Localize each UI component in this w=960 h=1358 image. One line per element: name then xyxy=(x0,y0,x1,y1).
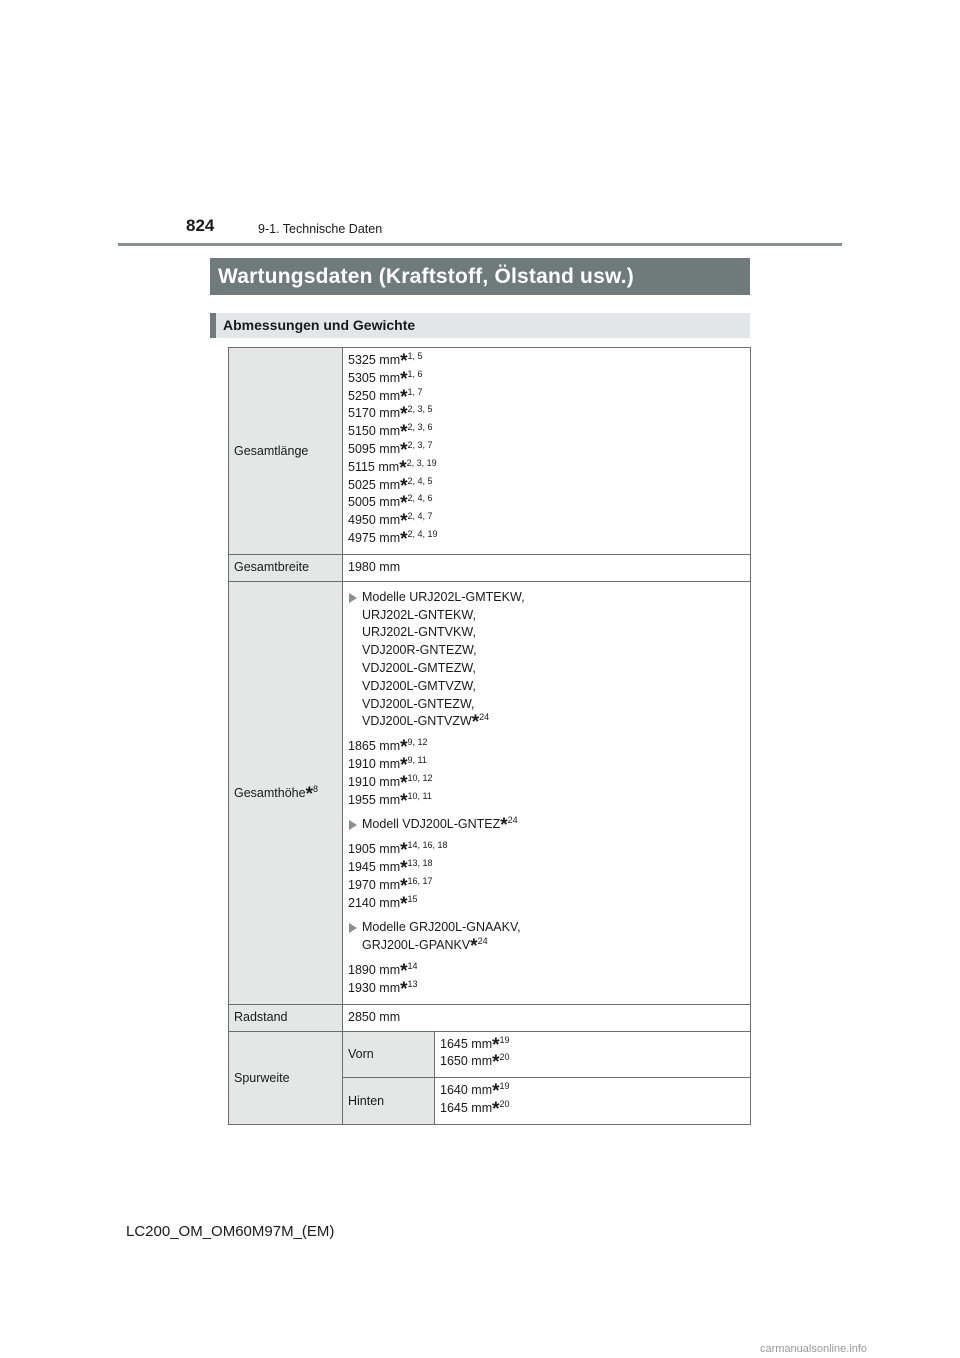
value-line xyxy=(348,792,744,810)
footnote-ref: 8 xyxy=(312,783,318,794)
watermark: carmanualsonline.info xyxy=(760,1343,868,1355)
value-text: 5325 mm xyxy=(348,353,401,367)
footnote-star: * xyxy=(400,404,408,426)
footnote-star: * xyxy=(492,1034,500,1056)
footnote-ref: 2, 3, 7 xyxy=(407,439,433,450)
value-line xyxy=(440,1036,744,1054)
page-number: 824 xyxy=(186,216,215,235)
subtitle-text: Abmessungen und Gewichte xyxy=(223,317,416,333)
value-line xyxy=(348,388,744,406)
footnote-star: * xyxy=(400,351,408,372)
footnote-ref: 2, 4, 6 xyxy=(407,493,433,504)
footnote-star: * xyxy=(400,772,408,794)
value-text: 1640 mm xyxy=(440,1083,493,1098)
model-text: Modell VDJ200L-GNTEZ xyxy=(362,817,501,832)
value-list xyxy=(348,840,744,915)
footnote-star: * xyxy=(400,754,408,776)
value-line xyxy=(348,895,744,913)
footnote-star: * xyxy=(400,790,408,812)
row-value-gesamtbreite: 1980 mm xyxy=(343,554,751,581)
table-row xyxy=(229,1031,751,1078)
value-line xyxy=(348,493,744,515)
footnote-star: * xyxy=(492,1052,500,1074)
footnote-star: * xyxy=(400,737,408,759)
value-line xyxy=(348,530,744,548)
footnote-ref: 13 xyxy=(407,978,418,989)
footnote-ref: 1, 6 xyxy=(407,368,423,379)
footnote-ref: 1, 5 xyxy=(407,351,423,361)
value-text: 5025 mm xyxy=(348,477,401,492)
footnote-ref: 9, 11 xyxy=(407,754,427,765)
value-line xyxy=(440,1100,744,1118)
model-text: VDJ200L-GNTVZW xyxy=(362,714,472,729)
footnote-star: * xyxy=(305,783,313,805)
footnote-ref: 13, 18 xyxy=(407,857,433,868)
value-line xyxy=(348,774,744,792)
row-label-radstand: Radstand xyxy=(229,1004,343,1031)
value-line xyxy=(348,840,744,862)
model-group xyxy=(348,919,744,958)
header-rule xyxy=(118,243,842,246)
model-group xyxy=(348,589,744,734)
value-line xyxy=(348,422,744,444)
value-line xyxy=(348,459,744,477)
value-text: 1955 mm xyxy=(348,792,401,807)
value-list xyxy=(435,1031,751,1078)
footnote-star: * xyxy=(500,815,508,837)
value-text: 1910 mm xyxy=(348,774,401,789)
table-row xyxy=(229,581,751,1004)
value-line xyxy=(348,756,744,774)
value-text: 5170 mm xyxy=(348,406,401,421)
footnote-ref: 10, 11 xyxy=(407,790,432,801)
value-text: 5305 mm xyxy=(348,370,401,385)
bullet-triangle-icon xyxy=(349,923,357,933)
footnote-star: * xyxy=(400,386,408,408)
model-name xyxy=(362,642,744,660)
dimensions-table xyxy=(228,347,751,1125)
row-label-gesamtlaenge: Gesamtlänge xyxy=(229,348,343,555)
footnote-star: * xyxy=(492,1098,500,1120)
value-text: 5250 mm xyxy=(348,388,401,403)
value-line xyxy=(348,859,744,877)
value-line xyxy=(348,370,744,388)
model-group xyxy=(348,815,744,837)
footnote-star: * xyxy=(400,978,408,1000)
value-text: 1930 mm xyxy=(348,980,401,995)
footnote-ref: 2, 4, 19 xyxy=(407,528,438,539)
value-text: 1865 mm xyxy=(348,739,401,754)
row-value-radstand: 2850 mm xyxy=(343,1004,751,1031)
section-label: 9-1. Technische Daten xyxy=(258,222,383,236)
footnote-ref: 9, 12 xyxy=(407,737,428,748)
document-code: LC200_OM_OM60M97M_(EM) xyxy=(126,1223,335,1240)
footnote-ref: 24 xyxy=(479,712,490,723)
model-text: GRJ200L-GPANKV xyxy=(362,938,471,953)
footnote-ref: 2, 3, 6 xyxy=(407,422,433,433)
footnote-star: * xyxy=(471,712,480,734)
bullet-triangle-icon xyxy=(349,593,357,603)
table-row xyxy=(229,348,751,555)
footnote-ref: 16, 17 xyxy=(407,875,433,886)
value-list xyxy=(343,348,751,555)
footnote-ref: 2, 3, 19 xyxy=(406,457,437,468)
footnote-ref: 14, 16, 18 xyxy=(407,840,448,851)
model-text: VDJ200R-GNTEZW, xyxy=(362,643,477,658)
value-text: 5115 mm xyxy=(348,459,400,474)
footnote-ref: 24 xyxy=(477,936,488,947)
model-name xyxy=(362,607,744,625)
model-name xyxy=(362,815,744,837)
value-line xyxy=(348,352,744,370)
value-text: 5150 mm xyxy=(348,424,401,439)
value-line xyxy=(348,477,744,495)
value-text: 1905 mm xyxy=(348,842,401,857)
footnote-ref: 2, 4, 5 xyxy=(407,475,433,486)
value-text: 1890 mm xyxy=(348,962,401,977)
footnote-star: * xyxy=(400,893,408,915)
model-text: URJ202L-GNTVKW, xyxy=(362,625,476,640)
value-text: 1650 mm xyxy=(440,1054,493,1069)
model-text: VDJ200L-GMTVZW, xyxy=(362,678,476,693)
footnote-star: * xyxy=(400,528,408,550)
footnote-star: * xyxy=(400,475,408,497)
row-label-gesamthoehe xyxy=(229,581,343,1004)
label-text: Gesamthöhe xyxy=(234,785,306,800)
model-text: VDJ200L-GNTEZW, xyxy=(362,696,475,711)
model-name xyxy=(362,660,744,678)
model-name xyxy=(362,919,744,937)
page-title: Wartungsdaten (Kraftstoff, Ölstand usw.) xyxy=(210,258,750,295)
value-line xyxy=(348,404,744,426)
value-line xyxy=(348,962,744,980)
row-sublabel-hinten: Hinten xyxy=(343,1078,435,1125)
footnote-ref: 10, 12 xyxy=(407,772,433,783)
value-text: 1945 mm xyxy=(348,859,401,874)
footnote-ref: 20 xyxy=(499,1052,510,1063)
value-line xyxy=(440,1052,744,1074)
footnote-ref: 19 xyxy=(499,1034,510,1045)
footnote-star: * xyxy=(470,936,478,958)
model-name xyxy=(362,712,744,734)
footnote-ref: 2, 3, 5 xyxy=(407,404,433,415)
footnote-star: * xyxy=(400,840,408,862)
value-text: 2140 mm xyxy=(348,895,401,910)
value-text: 1645 mm xyxy=(440,1036,493,1051)
model-name xyxy=(362,696,744,714)
value-cell-gesamthoehe xyxy=(343,581,751,1004)
value-line xyxy=(348,441,744,459)
footnote-ref: 24 xyxy=(507,815,518,826)
value-list xyxy=(435,1078,751,1125)
table-row xyxy=(229,1004,751,1031)
value-line xyxy=(348,511,744,533)
row-label-gesamtbreite: Gesamtbreite xyxy=(229,554,343,581)
model-name xyxy=(362,624,744,642)
footnote-star: * xyxy=(400,875,408,897)
model-name xyxy=(362,678,744,696)
value-text: 5095 mm xyxy=(348,441,401,456)
footnote-ref: 1, 7 xyxy=(407,386,423,397)
model-text: URJ202L-GNTEKW, xyxy=(362,607,476,622)
value-text: 4975 mm xyxy=(348,530,401,545)
model-text: Modelle GRJ200L-GNAAKV, xyxy=(362,920,521,935)
footnote-star: * xyxy=(400,857,408,879)
footnote-star: * xyxy=(400,511,408,533)
model-name xyxy=(362,589,744,607)
value-text: 5005 mm xyxy=(348,495,401,510)
footnote-star: * xyxy=(400,422,408,444)
footnote-ref: 2, 4, 7 xyxy=(407,511,433,522)
row-label-spurweite: Spurweite xyxy=(229,1031,343,1124)
value-line xyxy=(440,1081,744,1103)
value-line xyxy=(348,980,744,998)
value-text: 1645 mm xyxy=(440,1100,493,1115)
footnote-star: * xyxy=(492,1081,500,1103)
footnote-star: * xyxy=(400,493,408,515)
value-line xyxy=(348,737,744,759)
value-text: 4950 mm xyxy=(348,513,401,528)
footnote-star: * xyxy=(400,960,408,982)
value-list xyxy=(348,737,744,812)
model-text: VDJ200L-GMTEZW, xyxy=(362,660,476,675)
footnote-ref: 15 xyxy=(407,893,418,904)
subtitle-accent-bar xyxy=(210,313,216,338)
value-line xyxy=(348,877,744,895)
footnote-ref: 19 xyxy=(499,1081,510,1092)
section-subtitle xyxy=(210,313,750,338)
value-list xyxy=(348,962,744,998)
bullet-triangle-icon xyxy=(349,820,357,830)
footnote-star: * xyxy=(400,368,408,390)
table-row xyxy=(229,554,751,581)
model-name xyxy=(362,936,744,958)
row-sublabel-vorn: Vorn xyxy=(343,1031,435,1078)
value-text: 1910 mm xyxy=(348,756,401,771)
model-text: Modelle URJ202L-GMTEKW, xyxy=(362,589,525,604)
footnote-star: * xyxy=(399,457,407,479)
footnote-ref: 14 xyxy=(407,960,418,971)
footnote-ref: 20 xyxy=(499,1098,510,1109)
value-text: 1970 mm xyxy=(348,877,401,892)
footnote-star: * xyxy=(400,439,408,461)
